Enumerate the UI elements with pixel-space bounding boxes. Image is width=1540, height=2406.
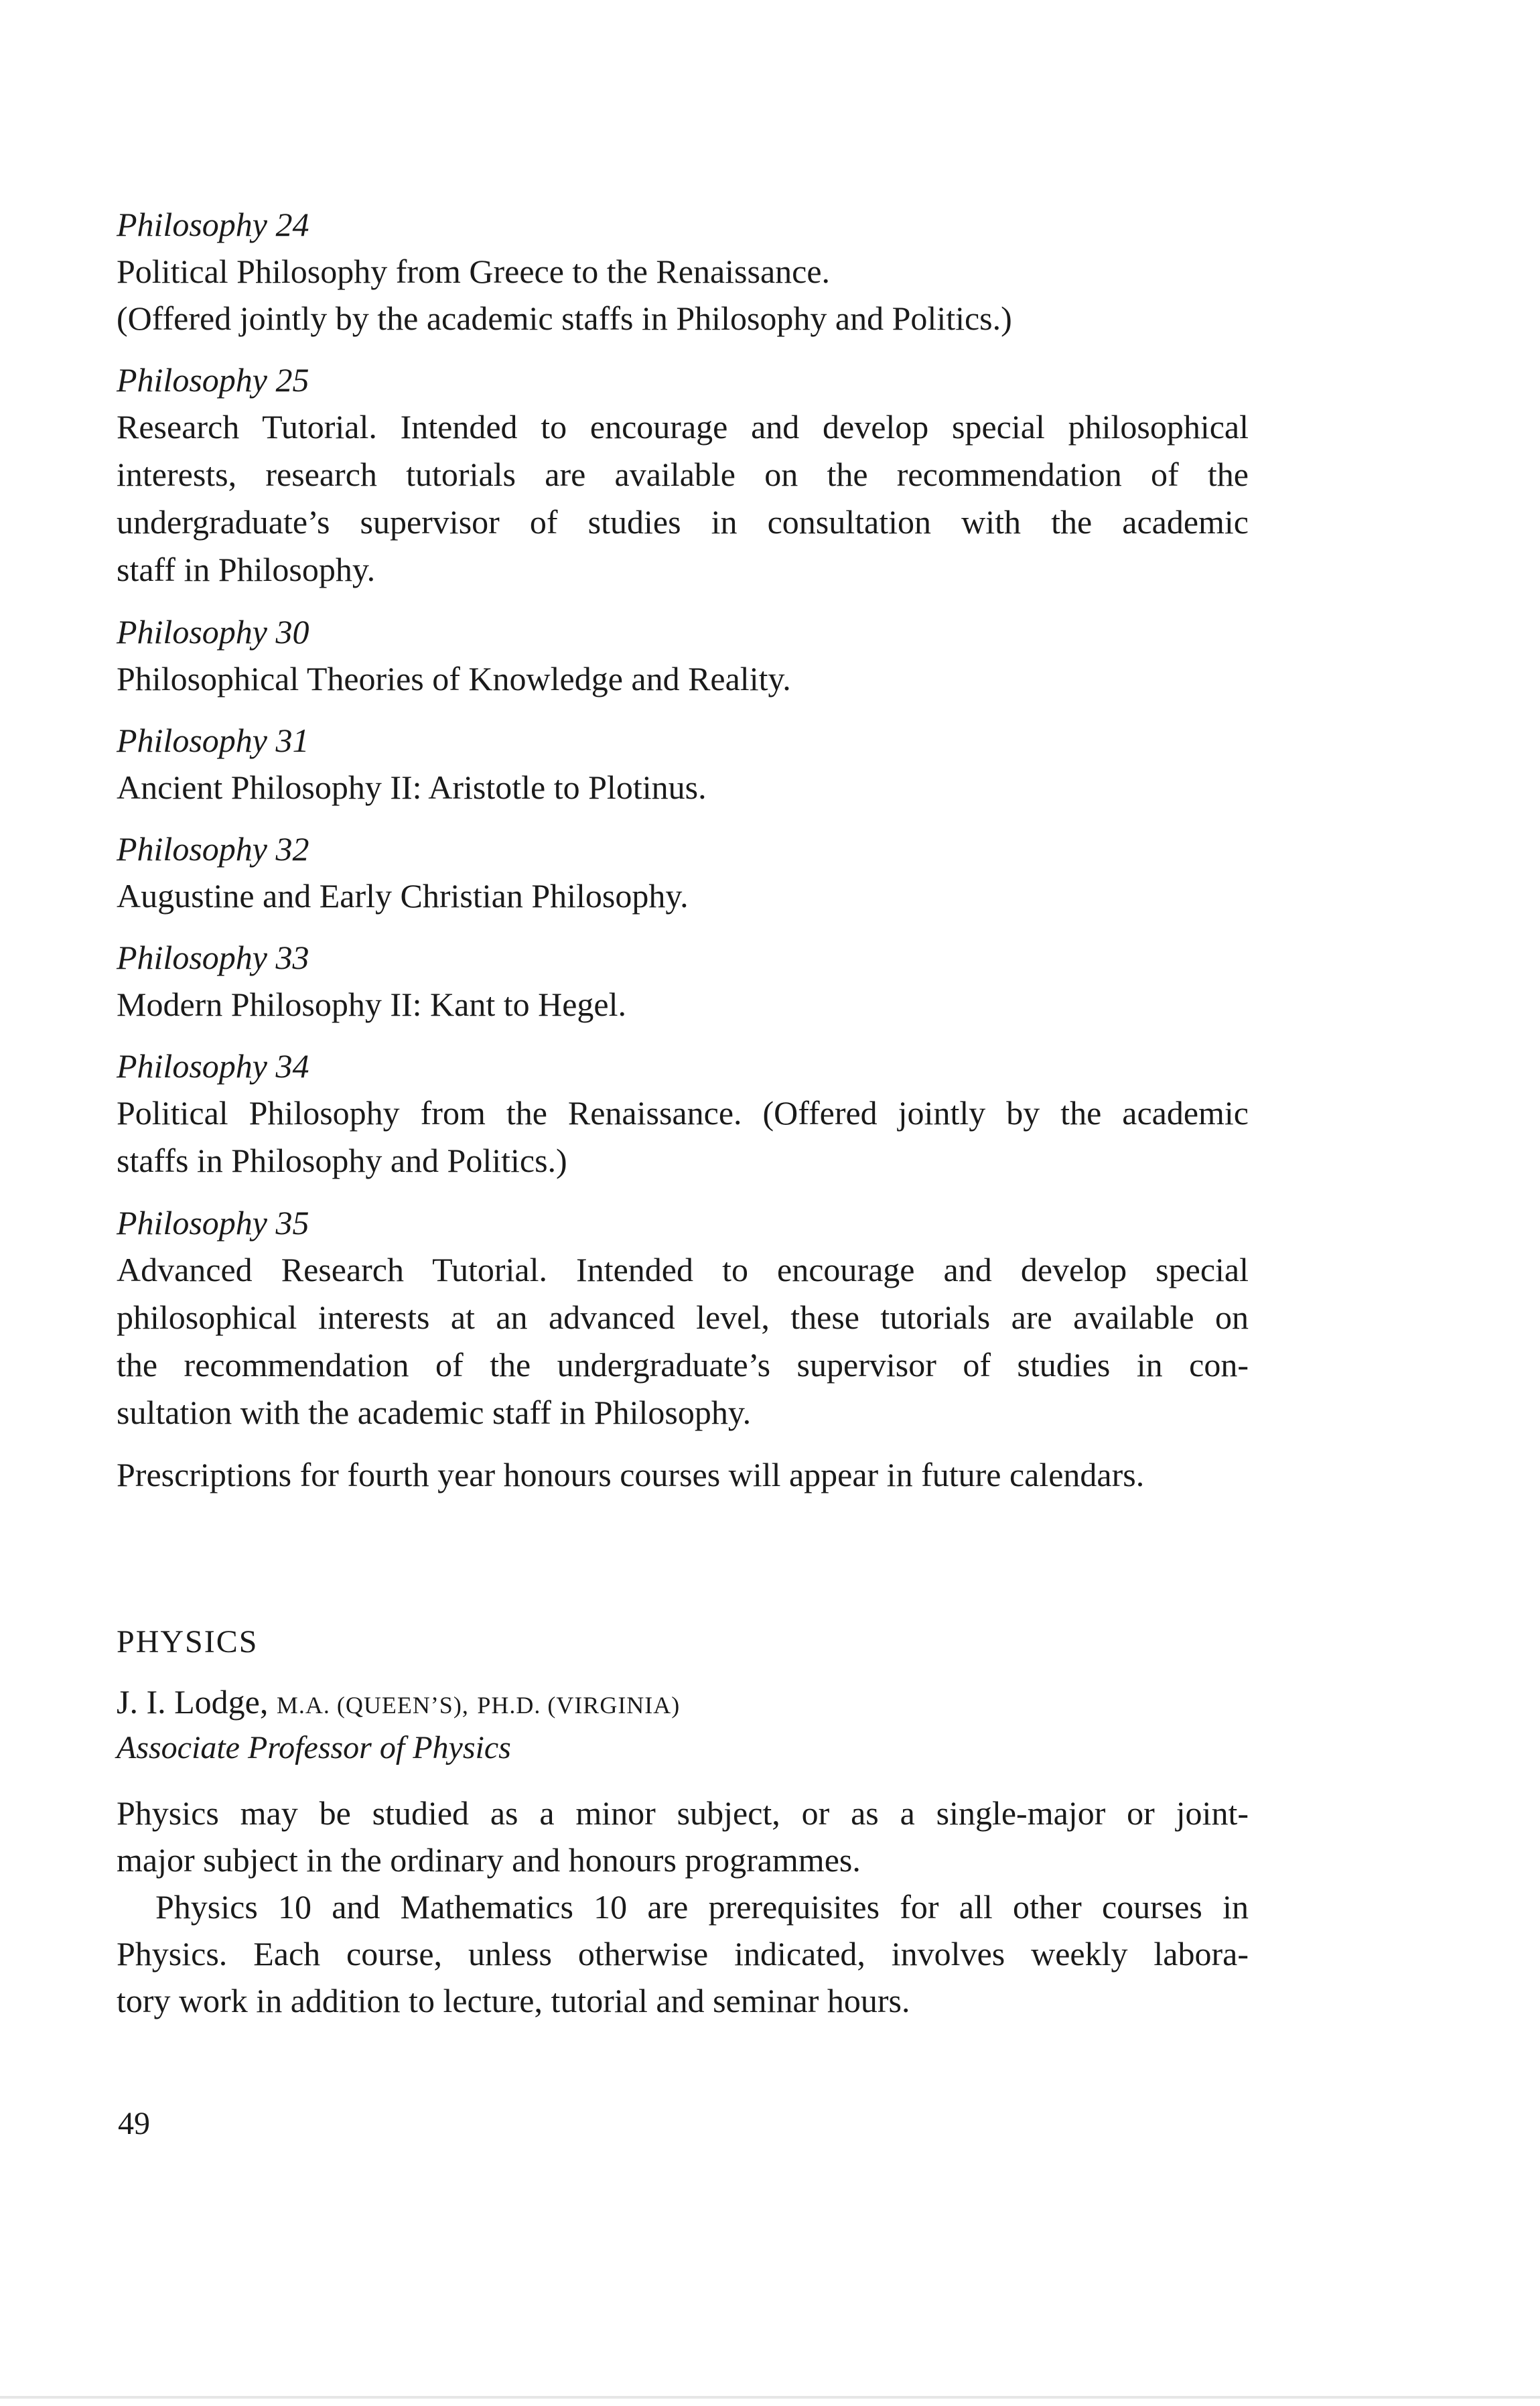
- physics-paragraph-1: [117, 1790, 1249, 1883]
- course-description-line: Philosophical Theories of Knowledge and Reality.: [117, 660, 791, 697]
- course-title: Philosophy 35: [117, 1204, 309, 1242]
- section-heading-physics: PHYSICS: [117, 1624, 259, 1660]
- page-number: 49: [118, 2106, 150, 2141]
- paragraph-line: Physics. Each course, unless otherwise indicated, involves weekly labora-: [117, 1935, 1249, 1973]
- faculty-name: J. I. Lodge,: [117, 1683, 269, 1721]
- course-title: Philosophy 24: [117, 206, 309, 243]
- course-description-line: Political Philosophy from Greece to the Renaissance.: [117, 253, 831, 290]
- course-description-line: Modern Philosophy II: Kant to Hegel.: [117, 986, 627, 1023]
- course-description-line: Augustine and Early Christian Philosophy.: [117, 877, 689, 915]
- course-title: Philosophy 32: [117, 830, 309, 868]
- course-philosophy-32: [117, 825, 1249, 919]
- prescriptions-note: Prescriptions for fourth year honours courses will appear in future calendars.: [117, 1456, 1145, 1493]
- paragraph-line: Physics may be studied as a minor subject, or as a single-major or joint-: [117, 1794, 1249, 1832]
- course-description: [117, 1246, 1249, 1436]
- page-content: [117, 201, 1249, 2024]
- paragraph-line: Physics 10 and Mathematics 10 are prerequisites for all other courses in: [155, 1888, 1249, 1926]
- faculty-degree: PH.D. (VIRGINIA): [477, 1692, 681, 1719]
- course-philosophy-34: [117, 1043, 1249, 1185]
- course-philosophy-33: [117, 934, 1249, 1028]
- course-title: Philosophy 31: [117, 722, 309, 759]
- course-description-line: Political Philosophy from the Renaissance. (Offered jointly by the academic: [117, 1094, 1249, 1132]
- paragraph-line: major subject in the ordinary and honours programmes.: [117, 1841, 861, 1879]
- course-philosophy-24: [117, 201, 1249, 342]
- course-description-line: (Offered jointly by the academic staffs in Philosophy and Politics.): [117, 299, 1012, 337]
- paragraph-line: tory work in addition to lecture, tutorial and seminar hours.: [117, 1982, 910, 2019]
- course-description-line: Research Tutorial. Intended to encourage and develop special philosophical: [117, 408, 1249, 446]
- course-description-line: philosophical interests at an advanced level, these tutorials are available on: [117, 1298, 1249, 1336]
- course-description-line: interests, research tutorials are available on the recommendation of the: [117, 456, 1249, 493]
- course-description-line: sultation with the academic staff in Philosophy.: [117, 1394, 752, 1431]
- course-philosophy-30: [117, 608, 1249, 702]
- course-philosophy-35: [117, 1199, 1249, 1436]
- course-philosophy-31: [117, 717, 1249, 811]
- course-description-line: staff in Philosophy.: [117, 551, 376, 588]
- course-description-line: Ancient Philosophy II: Aristotle to Plotinus.: [117, 768, 707, 806]
- scan-edge: [0, 2396, 1540, 2399]
- course-description: [117, 1089, 1249, 1185]
- course-description-line: staffs in Philosophy and Politics.): [117, 1142, 567, 1179]
- faculty-degree: M.A. (QUEEN’S),: [276, 1692, 469, 1719]
- course-title: Philosophy 34: [117, 1047, 309, 1085]
- faculty-member: [117, 1680, 1249, 1727]
- physics-paragraph-2: [117, 1883, 1249, 2024]
- course-title: Philosophy 30: [117, 613, 309, 651]
- course-description-line: Advanced Research Tutorial. Intended to encourage and develop special: [117, 1251, 1249, 1288]
- course-title: Philosophy 25: [117, 361, 309, 399]
- course-description: [117, 403, 1249, 594]
- course-description-line: the recommendation of the undergraduate’s supervisor of studies in con-: [117, 1346, 1249, 1384]
- faculty-title: Associate Professor of Physics: [117, 1730, 511, 1765]
- course-description-line: undergraduate’s supervisor of studies in consultation with the academic: [117, 503, 1249, 541]
- course-title: Philosophy 33: [117, 939, 309, 976]
- course-philosophy-25: [117, 356, 1249, 594]
